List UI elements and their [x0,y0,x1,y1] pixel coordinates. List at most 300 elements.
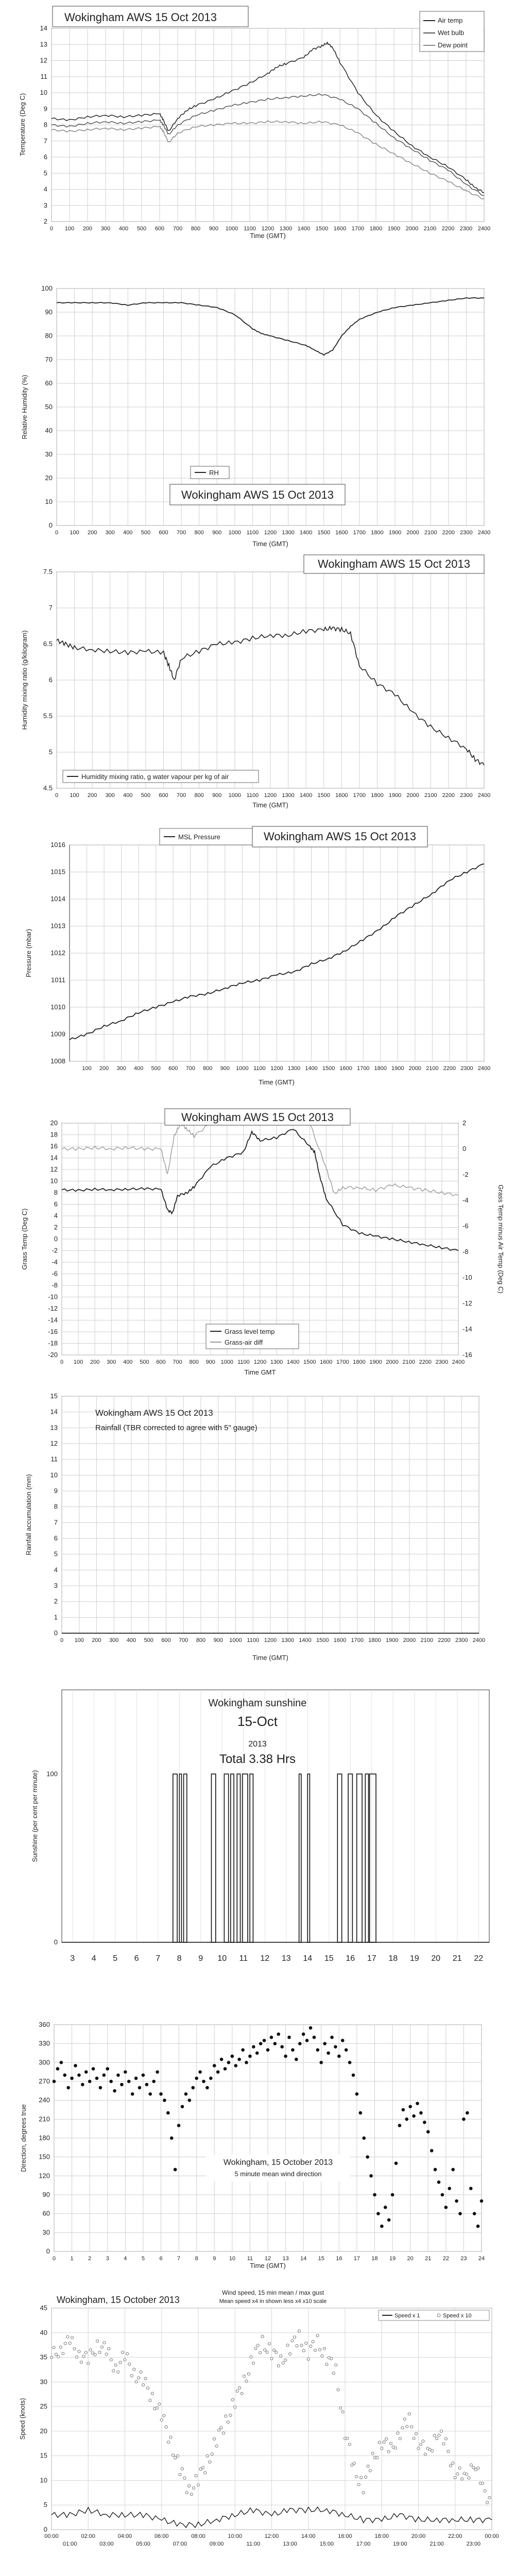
x-tick-label: 1800 [374,1065,387,1072]
x-tick-label: 20:00 [411,2533,426,2539]
x-tick-label: 200 [87,792,97,799]
x-tick-label: 2300 [460,1065,473,1072]
speed-x10-point [254,2347,257,2350]
speed-x10-point [444,2437,447,2440]
direction-point [291,2048,295,2052]
temperature-chart-panel [0,0,515,242]
direction-point [92,2067,95,2071]
y-tick-label: -4 [52,1258,58,1266]
speed-x10-point [167,2441,170,2444]
speed-x10-point [397,2432,399,2434]
speed-x10-point [119,2361,122,2364]
x-tick-label: 9 [213,2256,216,2262]
speed-x10-point [314,2349,317,2351]
speed-x10-point [422,2440,424,2443]
x-tick-label: 15:00 [319,2541,334,2547]
direction-point [237,2058,241,2061]
y-tick-label: 14 [40,24,47,32]
x-tick-label: 800 [191,226,201,232]
x-tick-label: 900 [209,226,219,232]
speed-x10-point [389,2442,392,2445]
direction-point [462,2117,466,2121]
x-tick-label: 1600 [335,530,348,536]
x-tick-label: 1300 [270,1359,283,1365]
x-tick-label: 15 [324,1954,334,1963]
x-tick-label: 1600 [320,1359,333,1365]
legend-label-dew-point: Dew point [438,41,468,49]
speed-x10-point [229,2414,232,2416]
x-tick-label: 1000 [236,1065,249,1072]
x-tick-label: 1800 [353,1359,366,1365]
y-tick-label: 0 [46,2247,50,2255]
x-tick-label: 1900 [387,226,401,232]
speed-x10-point [339,2406,341,2409]
x-tick-label: 10 [229,2256,235,2262]
speed-x10-point [96,2340,98,2342]
x-tick-label: 500 [141,530,151,536]
x-tick-label: 1000 [228,530,242,536]
x-tick-label: 1000 [225,226,238,232]
x-tick-label: 1300 [282,530,295,536]
speed-x10-point [484,2489,486,2492]
y-tick-label: 4.5 [43,784,53,792]
speed-x10-point [227,2421,229,2424]
x-tick-label: 06:00 [154,2533,169,2539]
direction-point [248,2055,252,2058]
speed-x10-point [190,2493,193,2496]
speed-x10-point [348,2443,351,2446]
x-tick-label: 21 [425,2256,432,2262]
direction-point [327,2052,330,2055]
speed-x10-point [144,2377,147,2380]
x-tick-label: 200 [92,1637,101,1643]
speed-x10-point [341,2411,344,2413]
speed-x10-point [415,2432,417,2435]
x-tick-label: 10:00 [228,2533,243,2539]
x-tick-label: 2400 [472,1637,486,1643]
direction-point [284,2055,287,2058]
direction-point [131,2092,134,2096]
y-tick-label: 20 [45,474,53,482]
y-tick-label: 5.5 [43,712,53,720]
x-tick-label: 800 [194,792,204,799]
chart-subtitle: Rainfall (TBR corrected to agree with 5" gauge) [95,1423,258,1432]
speed-x10-point [488,2496,491,2499]
speed-x10-point [280,2354,282,2357]
y2-tick-label: -4 [462,1196,469,1204]
x-tick-label: 19:00 [393,2541,407,2547]
x-tick-label: 02:00 [81,2533,96,2539]
grass-temperature-chart [0,1108,515,1378]
direction-point [234,2064,237,2067]
y-tick-label: -20 [48,1351,58,1359]
speed-x10-point [176,2454,179,2457]
speed-x10-point [300,2344,303,2347]
y-tick-label: 90 [45,308,53,316]
sunshine-total: Total 3.38 Hrs [219,1752,296,1766]
x-tick-label: 500 [136,226,147,232]
y-tick-label: 1 [54,1613,58,1621]
speed-x10-point [403,2418,406,2420]
y-tick-label: 120 [39,2172,50,2180]
y-tick-label: 4 [43,185,47,193]
y-axis-label: Sunshine (per cent per minute) [31,1770,39,1862]
speed-x10-point [195,2475,197,2477]
x-tick-label: 400 [123,1359,133,1365]
direction-point [177,2124,181,2127]
speed-x10-point [250,2355,252,2358]
y2-tick-label: -8 [462,1248,469,1256]
x-tick-label: 00:00 [44,2533,59,2539]
x-tick-label: 24 [478,2256,485,2262]
speed-x10-point [264,2349,266,2351]
x-tick-label: 500 [144,1637,153,1643]
x-tick-label: 2000 [408,1065,422,1072]
x-tick-label: 1400 [299,530,313,536]
y-tick-label: 2 [54,1223,58,1231]
speed-x10-point [59,2346,62,2348]
y-tick-label: 180 [39,2134,50,2142]
x-tick-label: 2000 [406,792,419,799]
speed-x10-point [385,2437,388,2440]
speed-x10-point [296,2345,298,2347]
direction-point [330,2036,334,2039]
direction-point [437,2180,441,2184]
direction-point [70,2077,74,2080]
speed-x10-point [213,2437,216,2440]
direction-point [205,2086,209,2090]
chart-title: Wokingham, 15 October 2013 [57,2295,180,2305]
direction-point [255,2052,259,2055]
speed-x10-point [252,2362,254,2364]
x-tick-label: 1300 [287,1065,301,1072]
y-tick-label: 6 [48,676,53,684]
direction-point [455,2199,458,2203]
x-tick-label: 21:00 [430,2541,444,2547]
direction-point [166,2111,170,2115]
x-tick-label: 2200 [419,1359,432,1365]
y-tick-label: 1009 [50,1030,65,1038]
x-tick-label: 0 [52,2256,56,2262]
direction-point [63,2073,66,2077]
x-tick-label: 1700 [336,1359,349,1365]
x-tick-label: 1700 [356,1065,370,1072]
y2-tick-label: -14 [462,1325,472,1333]
speed-x10-point [110,2359,112,2361]
x-tick-label: 600 [154,226,165,232]
speed-x10-point [312,2341,314,2343]
y-axis-label: Temperature (Deg C) [19,93,26,157]
speed-x10-point [174,2456,177,2459]
x-tick-label: 2300 [460,530,473,536]
direction-point [148,2092,152,2096]
speed-x10-point [206,2454,209,2457]
direction-point [394,2162,398,2165]
x-tick-label: 2200 [443,1065,456,1072]
x-tick-label: 200 [99,1065,109,1072]
speed-x10-point [217,2429,220,2431]
x-tick-label: 0 [49,226,54,232]
x-tick-label: 2000 [386,1359,399,1365]
direction-point [53,2080,56,2083]
x-tick-label: 22 [474,1954,484,1963]
x-tick-label: 2400 [477,530,491,536]
y-tick-label: 12 [50,1439,58,1447]
speed-x10-point [293,2336,296,2338]
speed-x10-point [211,2453,213,2455]
speed-x10-point [413,2437,415,2439]
speed-x10-point [259,2351,262,2354]
speed-x10-point [165,2426,167,2428]
x-tick-label: 1900 [388,792,402,799]
y-tick-label: 3 [43,201,47,209]
direction-point [313,2036,316,2039]
speed-x10-point [355,2476,358,2478]
speed-x10-point [80,2361,82,2364]
y-axis-label: Direction, degrees true [20,2104,27,2172]
x-tick-label: 600 [159,530,168,536]
direction-point [369,2174,373,2178]
x-tick-label: 700 [173,226,183,232]
speed-x10-point [438,2434,440,2436]
x-tick-label: 0 [60,1359,64,1365]
x-tick-label: 05:00 [136,2541,150,2547]
speed-x10-point [371,2452,374,2454]
speed-x10-point [243,2375,245,2378]
speed-x10-point [204,2471,207,2474]
chart-date: 15-Oct [237,1714,278,1729]
y-tick-label: 1013 [50,922,65,930]
pressure-chart-panel [0,824,515,1092]
speed-x10-point [424,2453,426,2455]
direction-point [345,2048,348,2052]
x-tick-label: 1300 [281,1637,294,1643]
x-tick-label: 12 [260,1954,270,1963]
speed-x10-point [50,2356,53,2359]
x-tick-label: 1500 [317,530,330,536]
x-tick-label: 1500 [315,226,329,232]
x-tick-label: 200 [87,530,97,536]
direction-point [116,2073,120,2077]
x-tick-label: 1800 [368,1637,381,1643]
y-tick-label: 25 [40,2402,47,2411]
y-tick-label: 5 [43,2501,47,2509]
x-tick-label: 21 [452,1954,462,1963]
speed-x10-point [310,2345,312,2347]
x-tick-label: 2200 [441,226,455,232]
x-tick-label: 400 [118,226,129,232]
y-tick-label: -16 [48,1328,58,1335]
speed-x10-point [477,2467,479,2469]
y-tick-label: -6 [52,1269,58,1278]
speed-x10-point [234,2406,236,2409]
speed-x10-point [256,2344,259,2347]
direction-point [295,2058,298,2061]
speed-x10-point [158,2403,161,2405]
x-tick-label: 1200 [253,1359,267,1365]
direction-point [473,2212,476,2215]
y2-tick-label: -6 [462,1222,469,1230]
y-tick-label: 11 [40,72,47,80]
x-tick-label: 400 [123,792,133,799]
x-tick-label: 16 [336,2256,342,2262]
y2-tick-label: -16 [462,1351,472,1359]
direction-point [134,2077,138,2080]
speed-x10-point [387,2450,390,2453]
x-axis-label: Time (GMT) [259,1078,295,1086]
x-tick-label: 2100 [423,226,437,232]
speed-x10-point [456,2472,459,2475]
direction-point [181,2105,184,2109]
x-axis-label: Time (GMT) [250,232,286,240]
direction-point [362,2137,366,2140]
temperature-chart [0,0,515,242]
speed-x10-point [486,2501,488,2504]
speed-x10-point [369,2469,371,2472]
x-tick-label: 100 [82,1065,92,1072]
y-tick-label: 360 [39,2021,50,2028]
x-tick-label: 700 [173,1359,182,1365]
x-tick-label: 2100 [402,1359,415,1365]
y-tick-label: 16 [50,1142,58,1150]
speed-x10-point [149,2399,151,2402]
speed-x10-point [238,2386,241,2389]
y-tick-label: 10 [50,1177,58,1185]
y2-axis-label: Grass Temp minus Air Temp (Deg C) [497,1184,505,1294]
speed-x10-point [181,2467,183,2470]
y-tick-label: 1016 [50,841,65,849]
direction-point [138,2086,142,2090]
x-tick-label: 300 [109,1637,119,1643]
y-tick-label: 7 [43,137,47,145]
direction-point [245,2061,248,2064]
x-tick-label: 4 [124,2256,127,2262]
y-tick-label: 5 [43,169,47,177]
speed-x10-point [270,2357,273,2360]
y-tick-label: 15 [50,1392,58,1400]
speed-x10-point [57,2355,60,2358]
y-tick-label: 40 [45,427,53,434]
speed-x10-point [268,2343,270,2345]
y-tick-label: 10 [40,2476,47,2484]
speed-x10-point [114,2364,117,2366]
speed-x10-point [82,2355,85,2358]
x-tick-label: 1500 [303,1359,316,1365]
direction-point [387,2218,391,2222]
wind-speed-chart-panel [0,2287,515,2576]
x-tick-label: 1800 [371,530,384,536]
direction-point [348,2061,352,2064]
speed-x10-point [419,2443,422,2446]
speed-x10-point [399,2437,401,2440]
x-tick-label: 1800 [369,226,383,232]
x-tick-label: 20 [407,2256,414,2262]
direction-point [466,2111,469,2115]
x-tick-label: 16 [346,1954,355,1963]
speed-x10-point [353,2462,355,2465]
x-tick-label: 8 [195,2256,198,2262]
speed-x10-point [62,2352,64,2355]
speed-x10-point [108,2347,110,2350]
speed-x10-point [66,2335,69,2338]
x-tick-label: 18 [388,1954,398,1963]
speed-x10-point [452,2462,454,2464]
y-tick-label: 60 [42,2209,50,2217]
direction-point [195,2077,198,2080]
direction-point [170,2137,174,2140]
direction-point [56,2067,60,2071]
speed-x10-point [220,2427,222,2429]
x-tick-label: 2400 [477,792,491,799]
speed-x10-point [298,2330,300,2332]
direction-point [480,2199,484,2203]
x-tick-label: 700 [176,530,186,536]
direction-point [405,2117,408,2121]
direction-point [426,2130,430,2133]
direction-point [127,2080,131,2083]
y-tick-label: 15 [40,2451,47,2460]
speed-x10-point [440,2430,442,2432]
speed-x10-point [277,2364,280,2367]
x-tick-label: 4 [91,1954,96,1963]
x-tick-label: 1100 [237,1359,250,1365]
speed-x10-point [78,2350,80,2353]
speed-x10-point [282,2362,284,2364]
y-tick-label: 6 [54,1200,58,1208]
speed-x10-point [367,2465,369,2467]
legend-label-grass-level-temp: Grass level temp [225,1328,275,1335]
speed-x10-point [337,2388,339,2391]
speed-x10-point [68,2342,71,2344]
grass-temperature-chart-panel [0,1108,515,1378]
direction-point [323,2042,327,2045]
direction-point [280,2045,284,2048]
direction-point [337,2055,341,2058]
speed-x10-point [436,2437,438,2439]
speed-x10-point [55,2353,57,2355]
y-tick-label: 210 [39,2115,50,2123]
speed-x10-point [406,2425,408,2428]
x-tick-label: 13:00 [283,2541,297,2547]
y-tick-label: 1008 [50,1057,65,1065]
y-tick-label: 70 [45,355,53,363]
chart-title: Wokingham, 15 October 2013 [223,2158,333,2167]
speed-x10-point [272,2349,275,2351]
direction-point [430,2149,434,2153]
speed-x10-point [335,2364,337,2366]
x-tick-label: 22 [442,2256,449,2262]
y-tick-label: 0 [54,1235,58,1243]
y-tick-label: 7 [48,604,53,612]
legend-label-grass-air-diff: Grass-air diff [225,1338,263,1346]
direction-point [198,2070,202,2074]
y-tick-label: -10 [48,1293,58,1301]
speed-x10-point [458,2467,461,2469]
x-tick-label: 8 [177,1954,182,1963]
direction-point [159,2092,163,2096]
x-tick-label: 900 [212,792,222,799]
direction-point [216,2070,220,2074]
x-tick-label: 1600 [335,792,348,799]
x-tick-label: 700 [185,1065,195,1072]
speed-x10-point [121,2351,124,2353]
x-tick-label: 15 [318,2256,324,2262]
rainfall-chart-panel [0,1391,515,1664]
x-tick-label: 23:00 [466,2541,481,2547]
speed-x10-point [225,2415,227,2417]
x-tick-label: 100 [70,530,79,536]
direction-point [263,2039,266,2042]
